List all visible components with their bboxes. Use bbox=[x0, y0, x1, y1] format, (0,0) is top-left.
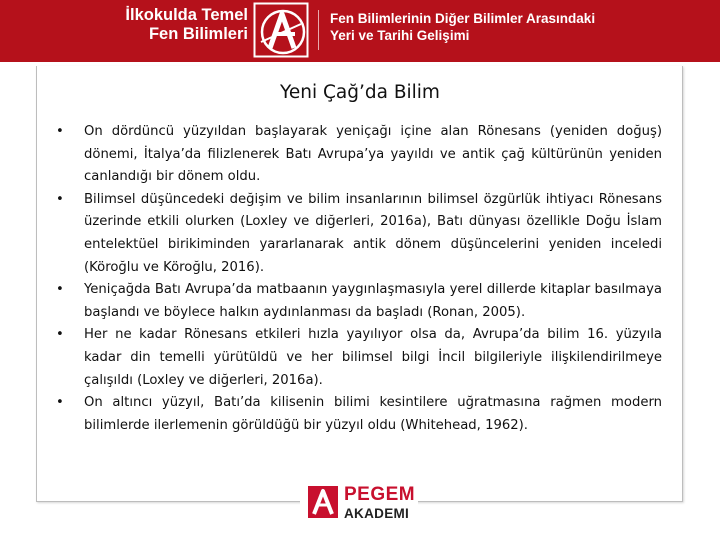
bullet-dot: • bbox=[56, 124, 64, 139]
list-item bbox=[56, 324, 662, 392]
list-item bbox=[56, 121, 662, 189]
course-title bbox=[94, 6, 248, 44]
chapter-title bbox=[330, 10, 710, 44]
header-bar bbox=[0, 0, 720, 62]
bullet-list bbox=[56, 121, 662, 437]
list-item bbox=[56, 392, 662, 437]
bullet-text: Yeniçağda Batı Avrupa’da matbaanın yaygınlaşmasıyla yerel dillerde kitaplar basılmaya başlandı ve böylece halkın aydınlanması da başladı (Ronan, 2005). bbox=[84, 282, 662, 320]
list-item bbox=[56, 189, 662, 279]
course-title-line1: İlkokulda Temel bbox=[125, 6, 248, 24]
bullet-dot: • bbox=[56, 395, 64, 411]
a-letter-logo-icon bbox=[253, 2, 309, 58]
bullet-text: Her ne kadar Rönesans etkileri hızla yayılıyor olsa da, Avrupa’da bilim 16. yüzyıla kadar din temelli yürütüldü ve her bilimsel bilgi İncil bilgileriyle ilişkilendirilmeye çalışıldı (Loxley ve diğerleri, 2016a). bbox=[84, 327, 662, 388]
chapter-title-line1: Fen Bilimlerinin Diğer Bilimler Arasındaki bbox=[330, 11, 596, 26]
slide-title: Yeni Çağ’da Bilim bbox=[280, 82, 440, 103]
pegem-a-logo-icon bbox=[308, 486, 338, 518]
publisher-logo bbox=[308, 482, 416, 530]
bullet-text: Bilimsel düşüncedeki değişim ve bilim insanlarının bilimsel özgürlük ihtiyacı Rönesans üzerinde etkili olurken (Loxley ve diğerleri, 2016a), Batı dünyası özellikle Doğu İslam entelektüel birikiminden yararlanarak antik dönem düşüncelerini yeniden inceledi (Köroğlu ve Köroğlu, 2016). bbox=[84, 191, 662, 275]
brand-name: PEGEM bbox=[344, 484, 416, 505]
bullet-text: On altıncı yüzyıl, Batı’da kilisenin bilimi kesintilere uğratmasına rağmen modern bilimlerde ilerlemenin görüldüğü bir yüzyıl oldu (Whitehead, 1962). bbox=[84, 395, 662, 433]
chapter-title-line2: Yeri ve Tarihi Gelişimi bbox=[330, 28, 470, 43]
list-item bbox=[56, 279, 662, 324]
bullet-dot: • bbox=[56, 191, 64, 207]
header-divider bbox=[318, 10, 319, 50]
course-title-line2: Fen Bilimleri bbox=[148, 25, 248, 43]
bullet-dot: • bbox=[56, 282, 64, 298]
bullet-text: On dördüncü yüzyıldan başlayarak yeniçağı içine alan Rönesans (yeniden doğuş) dönemi, İtalya’da filizlenerek Batı Avrupa’ya yayıldı ve antik çağ kültürünün yeniden canlandığı bir dönem oldu. bbox=[84, 124, 662, 185]
bullet-dot: • bbox=[56, 327, 64, 343]
brand-sub: AKADEMI bbox=[344, 506, 410, 521]
